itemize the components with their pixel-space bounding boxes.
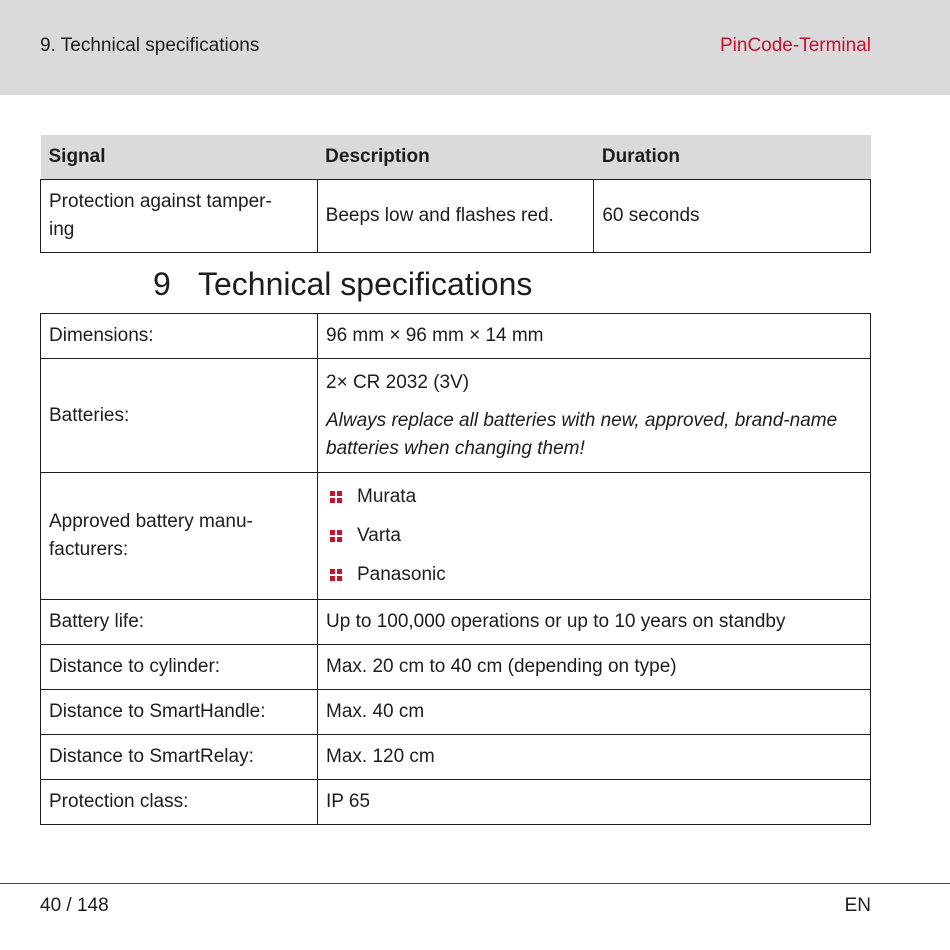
list-item <box>326 517 862 556</box>
spec-value-dimensions: 96 mm × 96 mm × 14 mm <box>318 314 871 359</box>
spec-label-dimensions: Dimensions: <box>41 314 318 359</box>
footer-divider <box>0 883 950 884</box>
table-row <box>41 600 871 645</box>
header-section-title: 9. Technical specifications <box>40 35 260 56</box>
page-number: 40 / 148 <box>40 895 109 916</box>
table-header-row <box>41 135 871 180</box>
page-header <box>0 0 950 95</box>
bullet-icon <box>330 491 342 503</box>
spec-label-battery-life: Battery life: <box>41 600 318 645</box>
bullet-icon <box>330 569 342 581</box>
manufacturer-name: Varta <box>357 525 402 546</box>
table-row <box>41 180 871 253</box>
duration-cell: 60 seconds <box>594 180 871 253</box>
language-code: EN <box>844 895 871 916</box>
description-cell: Beeps low and flashes red. <box>317 180 594 253</box>
section-number: 9 <box>153 266 171 302</box>
manufacturer-name: Panasonic <box>357 564 446 585</box>
signal-cell: Protection against tamper- ing <box>41 180 318 253</box>
spec-label-protection-class: Protection class: <box>41 780 318 825</box>
list-item <box>326 478 862 517</box>
spec-value-battery-life: Up to 100,000 operations or up to 10 years on standby <box>318 600 871 645</box>
table-row <box>41 314 871 359</box>
spec-label-distance-smarthandle: Distance to SmartHandle: <box>41 690 318 735</box>
table-row <box>41 473 871 600</box>
list-item <box>326 556 862 595</box>
column-header-description: Description <box>317 135 594 180</box>
battery-replacement-note: Always replace all batteries with new, approved, brand-name batteries when changing them! <box>326 409 838 459</box>
table-row <box>41 645 871 690</box>
spec-label-distance-smartrelay: Distance to SmartRelay: <box>41 735 318 780</box>
section-heading <box>153 266 532 303</box>
spec-value-batteries-cell <box>318 359 871 473</box>
header-product-name: PinCode-Terminal <box>719 35 871 56</box>
table-row <box>41 690 871 735</box>
spec-value-distance-smartrelay: Max. 120 cm <box>318 735 871 780</box>
spec-value-distance-smarthandle: Max. 40 cm <box>318 690 871 735</box>
spec-value-distance-cylinder: Max. 20 cm to 40 cm (depending on type) <box>318 645 871 690</box>
section-title-text: Technical specifications <box>198 266 533 302</box>
table-row <box>41 735 871 780</box>
manufacturer-list <box>326 478 862 595</box>
manufacturer-name: Murata <box>357 486 417 507</box>
table-row <box>41 780 871 825</box>
spec-label-batteries: Batteries: <box>41 359 318 473</box>
bullet-icon <box>330 530 342 542</box>
spec-label-manufacturers: Approved battery manu-facturers: <box>41 473 318 600</box>
spec-value-manufacturers-cell <box>318 473 871 600</box>
spec-label-distance-cylinder: Distance to cylinder: <box>41 645 318 690</box>
table-row <box>41 359 871 473</box>
signal-table <box>40 135 871 253</box>
column-header-signal: Signal <box>41 135 318 180</box>
spec-value-protection-class: IP 65 <box>318 780 871 825</box>
specifications-table <box>40 313 871 825</box>
column-header-duration: Duration <box>594 135 871 180</box>
spec-value-batteries: 2× CR 2032 (3V) <box>326 371 470 393</box>
